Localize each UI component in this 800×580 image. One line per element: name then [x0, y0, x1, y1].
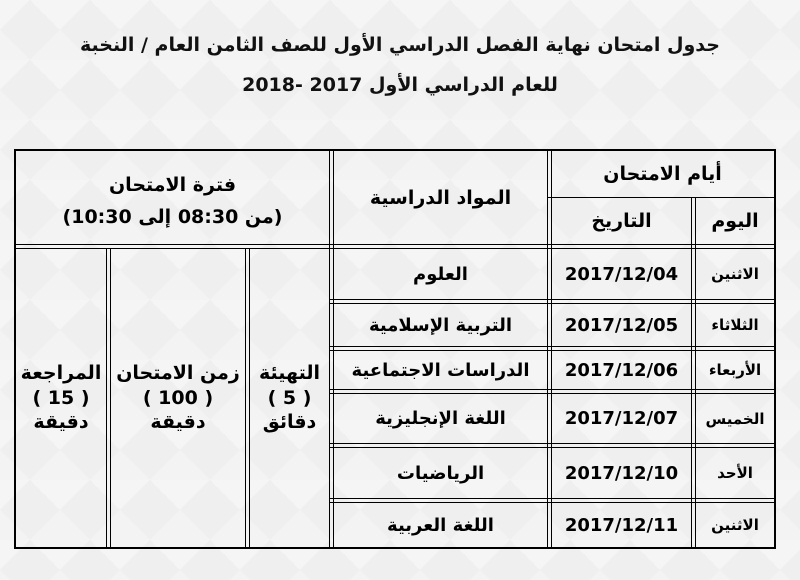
header-subjects: المواد الدراسية — [369, 186, 512, 209]
row-2-date: 2017/12/05 — [564, 314, 679, 336]
row-4-date: 2017/12/07 — [564, 408, 679, 429]
period-divider-1 — [106, 248, 107, 549]
period-divider-2 — [245, 248, 246, 549]
review-time-value: ( 15 ) — [32, 386, 90, 409]
row-2-day: الثلاثاء — [711, 316, 759, 334]
prep-time-label: التهيئة — [259, 361, 320, 384]
row-6-day: الاثنين — [711, 516, 759, 534]
row-5-day: الأحد — [717, 464, 753, 482]
review-time-label: المراجعة — [20, 361, 102, 384]
row-divider-3 — [329, 389, 776, 390]
document-subtitle: للعام الدراسي الأول 2017 -2018 — [242, 74, 558, 96]
header-period-range: (من 08:30 إلى 10:30) — [62, 206, 283, 228]
exam-time-value: ( 100 ) — [142, 386, 214, 409]
review-time-cell — [16, 249, 106, 547]
exam-time-cell — [111, 249, 245, 547]
row-5-subject: الرياضيات — [396, 462, 485, 484]
exam-time-label: زمن الامتحان — [116, 361, 240, 384]
exam-time-unit: دقيقة — [150, 411, 206, 434]
prep-time-cell — [250, 249, 329, 547]
row-5-date: 2017/12/10 — [564, 462, 679, 484]
prep-time-value: ( 5 ) — [267, 386, 312, 409]
col-divider-subject-period — [329, 149, 330, 549]
header-divider — [14, 244, 776, 245]
header-date: التاريخ — [591, 210, 652, 232]
row-1-day: الاثنين — [711, 265, 759, 283]
header-day: اليوم — [711, 210, 759, 232]
row-6-date: 2017/12/11 — [564, 514, 679, 536]
row-3-day: الأربعاء — [708, 361, 762, 379]
header-period-label: فترة الامتحان — [108, 173, 237, 196]
col-divider-date-subject — [547, 149, 548, 549]
exam-schedule-table — [14, 149, 776, 549]
prep-time-unit: دقائق — [262, 411, 317, 434]
header-exam-days: أيام الامتحان — [603, 163, 722, 185]
table-border-right — [774, 149, 776, 549]
row-1-date: 2017/12/04 — [564, 263, 679, 285]
row-3-subject: الدراسات الاجتماعية — [351, 359, 530, 381]
row-4-day: الخميس — [705, 409, 765, 428]
row-divider-5 — [329, 498, 776, 499]
document-title: جدول امتحان نهاية الفصل الدراسي الأول للصف الثامن العام / النخبة — [80, 34, 720, 56]
review-time-unit: دقيقة — [33, 411, 89, 434]
table-border-bottom — [14, 547, 776, 549]
row-4-subject: اللغة الإنجليزية — [375, 408, 506, 429]
row-divider-4 — [329, 443, 776, 444]
row-2-subject: التربية الإسلامية — [368, 314, 513, 336]
col-divider-day-date — [691, 197, 692, 549]
row-divider-1 — [329, 299, 776, 300]
row-divider-2 — [329, 346, 776, 347]
row-3-date: 2017/12/06 — [564, 359, 679, 381]
header-period — [16, 161, 329, 241]
row-6-subject: اللغة العربية — [387, 514, 494, 536]
row-1-subject: العلوم — [413, 263, 468, 285]
